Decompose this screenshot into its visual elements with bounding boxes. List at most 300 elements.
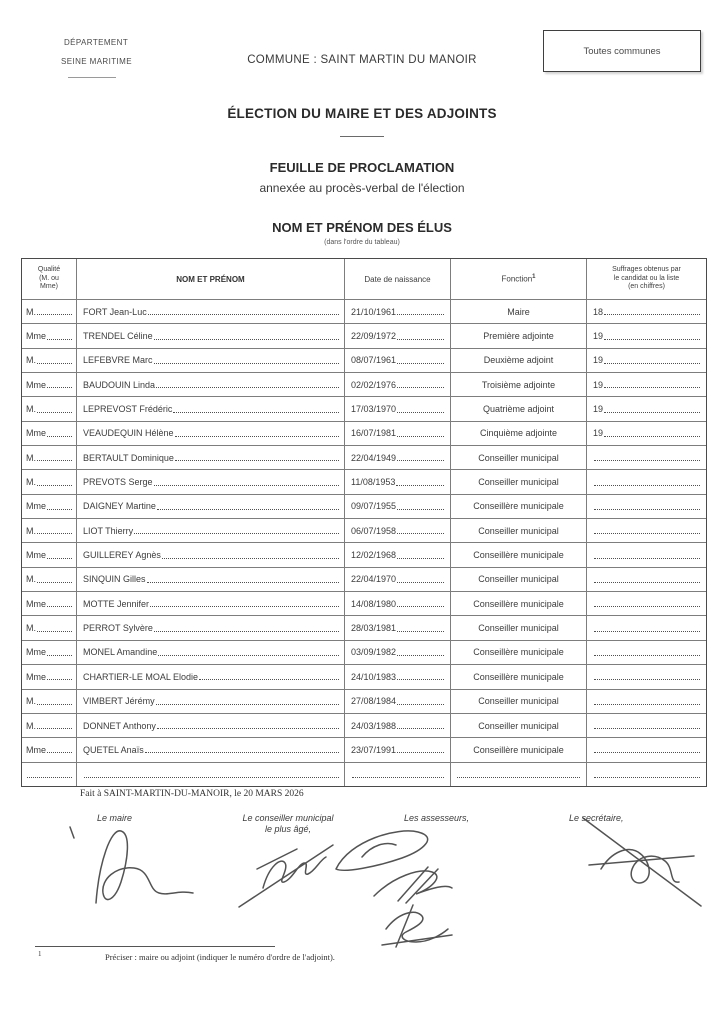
dotted-leader (397, 454, 444, 461)
cell-naissance (344, 592, 450, 615)
dotted-leader (37, 698, 72, 705)
cell-qualite (22, 349, 76, 372)
cell-qualite (22, 616, 76, 639)
cell-qualite (22, 690, 76, 713)
cell-naissance-text: 08/07/1961 (351, 355, 397, 366)
cell-suffrages-text: 19 (593, 379, 604, 390)
signature-label-assesseurs: Les assesseurs, (404, 813, 470, 823)
cell-suffrages (586, 397, 706, 420)
cell-qualite (22, 470, 76, 493)
cell-qualite (22, 495, 76, 518)
cell-naissance-text: 03/09/1982 (351, 647, 397, 658)
dotted-leader (604, 357, 700, 364)
dotted-leader (84, 771, 339, 778)
dotted-leader (47, 503, 72, 510)
cell-fonction-text: Première adjointe (483, 331, 554, 342)
column-header-text: Suffrages obtenus par (612, 266, 681, 274)
cell-fonction-text: Quatrième adjoint (482, 404, 555, 415)
cell-fonction-text: Conseiller municipal (478, 623, 559, 634)
cell-fonction (450, 495, 586, 518)
dotted-leader (397, 698, 444, 705)
cell-nom-text: CHARTIER-LE MOAL Elodie (83, 671, 199, 682)
cell-naissance (344, 738, 450, 761)
signature-maire-ink (70, 827, 193, 903)
cell-naissance-text: 02/02/1976 (351, 379, 397, 390)
dotted-leader (397, 649, 444, 656)
cell-fonction (450, 519, 586, 542)
dotted-leader (154, 625, 339, 632)
dotted-leader (134, 527, 339, 534)
cell-qualite-text: Mme (26, 671, 46, 682)
dotted-leader (594, 771, 700, 778)
cell-nom-text: DAIGNEY Martine (83, 501, 156, 512)
dotted-leader (27, 771, 72, 778)
dotted-leader (397, 552, 444, 559)
column-header-text: (M. ou (39, 274, 59, 282)
cell-nom-text: LEFEBVRE Marc (83, 355, 153, 366)
table-row (22, 542, 706, 566)
dotted-leader (199, 673, 339, 680)
stamp-label: Toutes communes (583, 45, 661, 57)
cell-qualite (22, 763, 76, 786)
dotted-leader (594, 746, 700, 753)
cell-suffrages (586, 616, 706, 639)
table-row (22, 567, 706, 591)
cell-suffrages-text: 19 (593, 355, 604, 366)
cell-nom-text: BERTAULT Dominique (83, 452, 174, 463)
table-row (22, 615, 706, 639)
cell-qualite (22, 397, 76, 420)
cell-qualite-text: Mme (26, 428, 46, 439)
cell-fonction (450, 641, 586, 664)
cell-naissance (344, 422, 450, 445)
column-header-text: (en chiffres) (628, 283, 665, 291)
table-row (22, 591, 706, 615)
cell-qualite (22, 543, 76, 566)
dotted-leader (457, 771, 580, 778)
cell-naissance (344, 641, 450, 664)
table-row (22, 494, 706, 518)
dotted-leader (397, 625, 444, 632)
column-header-text: Qualité (37, 266, 61, 274)
signature-secretaire-ink (583, 818, 701, 906)
cell-fonction (450, 373, 586, 396)
title-divider (340, 136, 384, 137)
dotted-leader (156, 698, 339, 705)
dotted-leader (397, 357, 444, 364)
commune-title: COMMUNE : SAINT MARTIN DU MANOIR (247, 54, 477, 66)
cell-nom-text: SINQUIN Gilles (83, 574, 146, 585)
dotted-leader (157, 722, 339, 729)
cell-qualite-text: M. (26, 477, 36, 488)
cell-nom (76, 373, 344, 396)
dotted-leader (175, 430, 339, 437)
footnote-reference: 1 (532, 274, 536, 281)
cell-suffrages (586, 568, 706, 591)
dotted-leader (47, 649, 72, 656)
cell-nom (76, 690, 344, 713)
cell-nom (76, 738, 344, 761)
cell-suffrages-text: 19 (593, 404, 604, 415)
table-row (22, 664, 706, 688)
page-title: ÉLECTION DU MAIRE ET DES ADJOINTS (227, 106, 497, 121)
cell-naissance (344, 714, 450, 737)
column-header-text: le candidat ou la liste (613, 274, 680, 282)
handwritten-signatures (0, 805, 724, 965)
table-body (22, 299, 706, 786)
cell-suffrages (586, 446, 706, 469)
column-header-text: NOM ET PRÉNOM (176, 274, 245, 284)
dotted-leader (594, 625, 700, 632)
cell-qualite (22, 592, 76, 615)
cell-fonction (450, 763, 586, 786)
elected-officials-table (21, 258, 707, 787)
cell-naissance-text: 27/08/1984 (351, 696, 397, 707)
dotted-leader (162, 552, 339, 559)
cell-nom-text: GUILLEREY Agnès (83, 550, 161, 561)
dotted-leader (604, 430, 700, 437)
table-row (22, 689, 706, 713)
cell-nom (76, 519, 344, 542)
table-row (22, 469, 706, 493)
cell-nom (76, 543, 344, 566)
cell-naissance-text: 09/07/1955 (351, 501, 397, 512)
column-header-text: Fonction$^1$ (501, 274, 536, 284)
signature-label-secretaire: Le secrétaire, (569, 813, 624, 823)
cell-fonction-text: Conseillère municipale (473, 598, 564, 609)
cell-suffrages (586, 738, 706, 761)
cell-fonction-text: Conseillère municipale (473, 501, 564, 512)
dotted-leader (47, 600, 72, 607)
dotted-leader (594, 552, 700, 559)
stamp-box (543, 30, 701, 72)
cell-naissance-text: 28/03/1981 (351, 623, 397, 634)
cell-naissance (344, 495, 450, 518)
cell-suffrages (586, 543, 706, 566)
cell-suffrages (586, 763, 706, 786)
cell-suffrages (586, 373, 706, 396)
cell-fonction (450, 616, 586, 639)
cell-qualite-text: M. (26, 306, 36, 317)
dotted-leader (604, 308, 700, 315)
cell-nom (76, 446, 344, 469)
department-divider (68, 77, 116, 78)
cell-qualite-text: Mme (26, 598, 46, 609)
table-row (22, 348, 706, 372)
table-row (22, 713, 706, 737)
dotted-leader (604, 381, 700, 388)
dotted-leader (594, 649, 700, 656)
cell-qualite (22, 300, 76, 323)
cell-qualite-text: M. (26, 525, 36, 536)
cell-suffrages (586, 714, 706, 737)
cell-fonction (450, 349, 586, 372)
dotted-leader (47, 430, 72, 437)
cell-fonction-text: Conseiller municipal (478, 720, 559, 731)
cell-suffrages (586, 349, 706, 372)
signature-label-maire: Le maire (97, 813, 133, 823)
cell-suffrages-text: 18 (593, 306, 604, 317)
cell-nom (76, 568, 344, 591)
cell-qualite-text: M. (26, 696, 36, 707)
cell-naissance-text: 24/03/1988 (351, 720, 397, 731)
cell-fonction (450, 714, 586, 737)
cell-naissance-text: 16/07/1981 (351, 428, 397, 439)
cell-suffrages (586, 519, 706, 542)
column-header-text: Mme) (40, 283, 58, 291)
cell-fonction-text: Conseiller municipal (478, 696, 559, 707)
cell-suffrages (586, 690, 706, 713)
dotted-leader (594, 673, 700, 680)
table-row (22, 323, 706, 347)
cell-naissance (344, 397, 450, 420)
cell-nom (76, 397, 344, 420)
cell-fonction-text: Troisième adjointe (481, 379, 556, 390)
cell-qualite (22, 519, 76, 542)
cell-qualite-text: M. (26, 355, 36, 366)
signature-label-line: le plus âgé, (264, 823, 312, 834)
cell-nom-text: LEPREVOST Frédéric (83, 404, 173, 415)
cell-fonction (450, 592, 586, 615)
dotted-leader (397, 332, 444, 339)
dotted-leader (148, 308, 339, 315)
cell-nom-text: DONNET Anthony (83, 720, 156, 731)
cell-nom (76, 349, 344, 372)
cell-suffrages-text: 19 (593, 331, 604, 342)
cell-nom-text: FORT Jean-Luc (83, 306, 147, 317)
cell-nom-text: LIOT Thierry (83, 525, 134, 536)
dotted-leader (156, 381, 339, 388)
dotted-leader (594, 576, 700, 583)
dotted-leader (397, 527, 444, 534)
table-header-row (22, 259, 706, 299)
column-header-text: Date de naissance (364, 274, 431, 284)
dotted-leader (397, 503, 444, 510)
cell-nom-text: TRENDEL Céline (83, 331, 153, 342)
cell-naissance (344, 665, 450, 688)
cell-fonction-text: Maire (507, 306, 530, 317)
cell-fonction (450, 422, 586, 445)
cell-suffrages (586, 495, 706, 518)
cell-naissance-text: 06/07/1958 (351, 525, 397, 536)
cell-nom (76, 422, 344, 445)
signature-assesseurs-ink (336, 831, 452, 947)
cell-suffrages (586, 665, 706, 688)
cell-fonction-text: Deuxième adjoint (483, 355, 554, 366)
cell-naissance-text: 23/07/1991 (351, 744, 397, 755)
dotted-leader (604, 405, 700, 412)
place-date-line: Fait à SAINT-MARTIN-DU-MANOIR, le 20 MARS 2026 (80, 789, 304, 799)
cell-suffrages (586, 324, 706, 347)
cell-qualite (22, 324, 76, 347)
cell-naissance-text: 12/02/1968 (351, 550, 397, 561)
cell-naissance-text: 11/08/1953 (351, 477, 396, 488)
cell-nom-text: MOTTE Jennifer (83, 598, 150, 609)
cell-fonction (450, 397, 586, 420)
cell-naissance (344, 616, 450, 639)
cell-suffrages (586, 641, 706, 664)
dotted-leader (396, 479, 444, 486)
cell-qualite (22, 641, 76, 664)
cell-nom-text: QUETEL Anaïs (83, 744, 144, 755)
cell-fonction (450, 665, 586, 688)
table-row (22, 762, 706, 786)
dotted-leader (37, 576, 72, 583)
table-title: NOM ET PRÉNOM DES ÉLUS (272, 220, 452, 235)
dotted-leader (397, 722, 444, 729)
cell-naissance (344, 519, 450, 542)
cell-naissance (344, 470, 450, 493)
cell-qualite (22, 568, 76, 591)
cell-fonction (450, 470, 586, 493)
cell-nom (76, 592, 344, 615)
cell-fonction (450, 324, 586, 347)
cell-naissance-text: 22/09/1972 (351, 331, 397, 342)
column-header-naissance (344, 259, 450, 299)
dotted-leader (37, 454, 72, 461)
table-row (22, 299, 706, 323)
table-subtitle: (dans l'ordre du tableau) (324, 239, 400, 246)
cell-naissance (344, 763, 450, 786)
cell-nom-text: PREVOTS Serge (83, 477, 153, 488)
dotted-leader (37, 479, 72, 486)
dotted-leader (37, 405, 72, 412)
dotted-leader (37, 527, 72, 534)
column-header-qualite (22, 259, 76, 299)
signature-conseiller-ink (239, 845, 333, 907)
dotted-leader (47, 381, 72, 388)
dotted-leader (397, 746, 444, 753)
cell-naissance (344, 690, 450, 713)
dotted-leader (594, 600, 700, 607)
dotted-leader (154, 479, 339, 486)
cell-fonction (450, 543, 586, 566)
dotted-leader (37, 722, 72, 729)
cell-nom (76, 300, 344, 323)
table-row (22, 518, 706, 542)
cell-qualite-text: Mme (26, 501, 46, 512)
table-row (22, 640, 706, 664)
dotted-leader (37, 357, 72, 364)
dotted-leader (47, 332, 72, 339)
dotted-leader (154, 357, 339, 364)
table-row (22, 445, 706, 469)
cell-fonction-text: Conseiller municipal (478, 477, 559, 488)
cell-fonction (450, 446, 586, 469)
cell-naissance (344, 349, 450, 372)
cell-qualite (22, 738, 76, 761)
cell-suffrages (586, 470, 706, 493)
cell-naissance-text: 14/08/1980 (351, 598, 397, 609)
dotted-leader (173, 405, 339, 412)
cell-suffrages (586, 592, 706, 615)
dotted-leader (145, 746, 339, 753)
cell-qualite-text: M. (26, 574, 36, 585)
cell-fonction (450, 738, 586, 761)
dotted-leader (147, 576, 339, 583)
dotted-leader (594, 527, 700, 534)
column-header-nom (76, 259, 344, 299)
department-name: SEINE MARITIME (61, 57, 132, 66)
dotted-leader (158, 649, 339, 656)
dotted-leader (175, 454, 339, 461)
footnote-divider (35, 946, 275, 947)
dotted-leader (47, 746, 72, 753)
cell-naissance-text: 21/10/1961 (351, 306, 397, 317)
cell-qualite (22, 373, 76, 396)
cell-nom-text: VIMBERT Jérémy (83, 696, 155, 707)
cell-qualite-text: M. (26, 720, 36, 731)
cell-qualite (22, 446, 76, 469)
cell-qualite (22, 665, 76, 688)
cell-qualite-text: M. (26, 623, 36, 634)
sheet-subtitle: annexée au procès-verbal de l'élection (259, 181, 465, 195)
footnote-marker: 1 (38, 950, 42, 958)
cell-qualite (22, 714, 76, 737)
cell-naissance-text: 22/04/1949 (351, 452, 397, 463)
cell-suffrages (586, 300, 706, 323)
cell-suffrages-text: 19 (593, 428, 604, 439)
dotted-leader (397, 308, 444, 315)
cell-fonction (450, 690, 586, 713)
cell-fonction-text: Conseillère municipale (473, 671, 564, 682)
cell-fonction (450, 568, 586, 591)
dotted-leader (37, 308, 72, 315)
dotted-leader (397, 405, 444, 412)
dotted-leader (397, 673, 444, 680)
cell-qualite-text: M. (26, 452, 36, 463)
cell-suffrages (586, 422, 706, 445)
dotted-leader (37, 625, 72, 632)
cell-fonction-text: Conseillère municipale (473, 647, 564, 658)
cell-qualite-text: Mme (26, 550, 46, 561)
cell-nom (76, 616, 344, 639)
cell-qualite-text: Mme (26, 379, 46, 390)
cell-qualite-text: M. (26, 404, 36, 415)
dotted-leader (594, 503, 700, 510)
dotted-leader (594, 454, 700, 461)
table-row (22, 372, 706, 396)
cell-naissance-text: 22/04/1970 (351, 574, 397, 585)
cell-naissance (344, 373, 450, 396)
table-row (22, 737, 706, 761)
dotted-leader (604, 332, 700, 339)
dotted-leader (154, 332, 339, 339)
cell-naissance (344, 324, 450, 347)
dotted-leader (594, 698, 700, 705)
cell-nom (76, 470, 344, 493)
cell-naissance (344, 543, 450, 566)
column-header-fonction (450, 259, 586, 299)
cell-nom (76, 714, 344, 737)
cell-naissance (344, 446, 450, 469)
dotted-leader (397, 576, 444, 583)
cell-nom (76, 495, 344, 518)
cell-qualite-text: Mme (26, 744, 46, 755)
table-row (22, 396, 706, 420)
dotted-leader (47, 552, 72, 559)
footnote-text: Préciser : maire ou adjoint (indiquer le numéro d'ordre de l'adjoint). (105, 952, 335, 962)
cell-naissance-text: 17/03/1970 (351, 404, 397, 415)
table-row (22, 421, 706, 445)
cell-fonction-text: Conseillère municipale (473, 550, 564, 561)
dotted-leader (157, 503, 339, 510)
cell-nom-text: VEAUDEQUIN Hélène (83, 428, 174, 439)
dotted-leader (47, 673, 72, 680)
sheet-title: FEUILLE DE PROCLAMATION (269, 160, 455, 175)
signature-label-line: Le conseiller municipal (242, 813, 334, 823)
cell-qualite-text: Mme (26, 331, 46, 342)
